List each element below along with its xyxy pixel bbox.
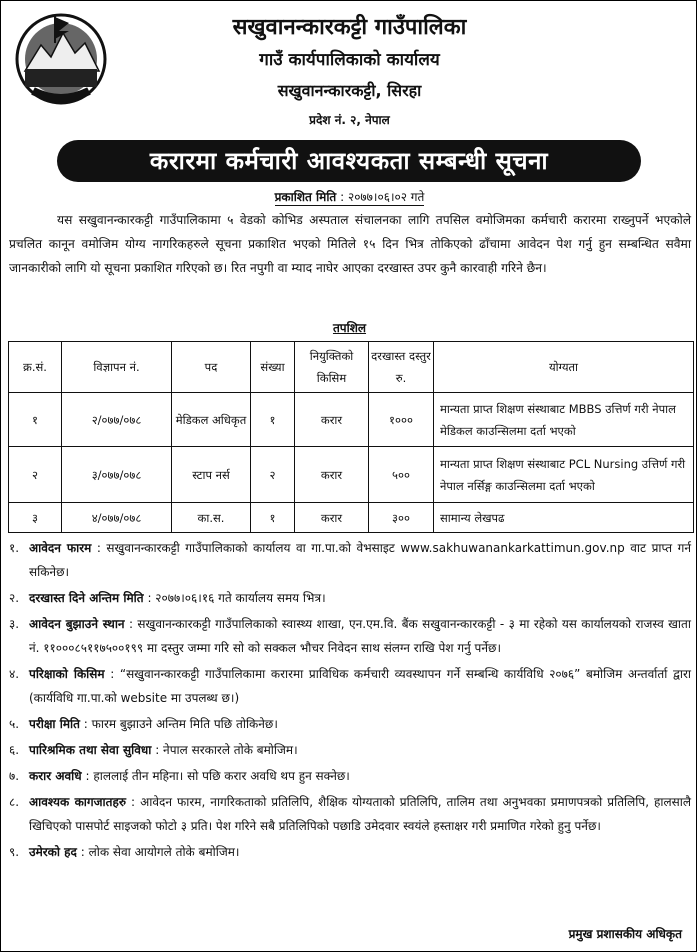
note-text: : हाललाई तीन महिना। सो पछि करार अवधि थप हुन सक्नेछ।: [85, 769, 350, 783]
col-header-sn: क्र.सं.: [9, 342, 62, 393]
note-label: परीक्षा मिति: [29, 717, 80, 731]
note-text: : लोक सेवा आयोगले तोके बमोजिम।: [80, 845, 240, 859]
cell-sn: १: [9, 393, 62, 447]
note-label: दरखास्त दिने अन्तिम मिति: [29, 591, 144, 605]
note-number: ५.: [9, 717, 20, 731]
published-date-label: प्रकाशित मिति: [274, 190, 337, 204]
note-number: ४.: [9, 667, 20, 681]
note-label: पारिश्रमिक तथा सेवा सुविधा: [29, 743, 152, 757]
cell-ad-no: ४/०७७/०७८: [62, 503, 172, 533]
cell-qualification: सामान्य लेखपढ: [434, 503, 694, 533]
note-item: [9, 790, 691, 838]
note-label: आवेदन फारम: [29, 541, 92, 555]
table-header-row: [9, 342, 694, 393]
notes-list: [9, 536, 691, 866]
note-number: २.: [9, 591, 20, 605]
cell-fee: १०००: [369, 393, 434, 447]
note-label: परिक्षाको किसिम: [29, 667, 105, 681]
cell-fee: ५००: [369, 447, 434, 503]
col-header-ad-no: विज्ञापन नं.: [62, 342, 172, 393]
note-item: [9, 764, 691, 788]
province-line: प्रदेश नं. २, नेपाल: [309, 113, 390, 127]
note-label: उमेरको हद: [29, 845, 77, 859]
note-label: आवेदन बुझाउने स्थान: [29, 617, 125, 631]
cell-post: का.स.: [172, 503, 251, 533]
cell-count: १: [251, 503, 295, 533]
note-text: : २०७७।०६।१६ गते कार्यालय समय भित्र।: [147, 591, 326, 605]
cell-type: करार: [295, 393, 369, 447]
note-text: : नेपाल सरकारले तोके बमोजिम।: [155, 743, 298, 757]
note-item: [9, 712, 691, 736]
note-text: : सखुवानन्कारकट्टी गाउँपालिकाको कार्यालय वा गा.पा.को वेभसाइट www.sakhuwanankarkattimun.gov.np वाट प्राप्त गर्न सकिनेछ।: [29, 541, 691, 579]
note-text: : “सखुवानन्कारकट्टी गाउँपालिकामा करारमा प्राविधिक कर्मचारी व्यवस्थापन गर्ने सम्बन्धि कार्यविधि २०७६” बमोजिम अन्तर्वार्ता द्वारा (कार्यविधि गा.पा.को website मा उपलब्ध छ।): [29, 667, 691, 705]
col-header-count: संख्या: [251, 342, 295, 393]
note-item: [9, 536, 691, 584]
cell-post: स्टाप नर्स: [172, 447, 251, 503]
col-header-post: पद: [172, 342, 251, 393]
signature-designation: प्रमुख प्रशासकीय अधिकृत: [568, 927, 682, 941]
note-number: ६.: [9, 743, 20, 757]
table-row: [9, 503, 694, 533]
office-name: गाउँ कार्यपालिकाको कार्यालय: [259, 50, 440, 70]
note-number: ३.: [9, 617, 20, 631]
cell-ad-no: २/०७७/०७८: [62, 393, 172, 447]
note-text: : सखुवानन्कारकट्टी गाउँपालिकाको स्वास्थ्य शाखा, एन.एम.वि. बैंक सखुवानन्कारकट्टी - ३ मा रहेको यस कार्यालयको राजस्व खाता नं. ११०००८५११७५००१९९ मा दस्तुर जम्मा गरि सो को सक्कल भौचर निवेदन साथ संलग्न राखि पेश गर्नु पर्नेछ।: [29, 617, 691, 655]
intro-paragraph: यस सखुवानन्कारकट्टी गाउँपालिकामा ५ वेडको कोभिड अस्पताल संचालनका लागि तपसिल वमोजिमका कर्मचारी करारमा राख्नुपर्ने भएकोले प्रचलित कानून वमोजिम योग्य नागरिकहरुले सूचना प्रकाशित भएको मितिले १५ दिन भित्र तोकिएको ढाँचामा आवेदन पेश गर्नु हुन सम्बन्धित सवैमा जानकारीको लागि यो सूचना प्रकाशित गरिएको छ। रित नपुगी वा म्याद नाघेर आएका दरखास्त उपर कुनै कारवाही गरिने छैन।: [9, 213, 691, 275]
note-text: : फारम बुझाउने अन्तिम मिति पछि तोकिनेछ।: [83, 717, 278, 731]
note-number: ९.: [9, 845, 20, 859]
cell-fee: ३००: [369, 503, 434, 533]
col-header-fee: दरखास्त दस्तुर रु.: [369, 342, 434, 393]
published-date: [1, 188, 697, 205]
note-label: करार अवधि: [29, 769, 82, 783]
vacancy-table: [8, 341, 694, 533]
cell-count: १: [251, 393, 295, 447]
note-item: [9, 662, 691, 710]
cell-type: करार: [295, 447, 369, 503]
col-header-qualification: योग्यता: [434, 342, 694, 393]
cell-type: करार: [295, 503, 369, 533]
note-item: [9, 612, 691, 660]
cell-qualification: मान्यता प्राप्त शिक्षण संस्थाबाट MBBS उत्तिर्ण गरी नेपाल मेडिकल काउन्सिलमा दर्ता भएको: [434, 393, 694, 447]
note-number: ७.: [9, 769, 20, 783]
table-title: तपशिल: [332, 321, 367, 335]
cell-ad-no: ३/०७७/०७८: [62, 447, 172, 503]
note-text: : आवेदन फारम, नागरिकताको प्रतिलिपि, शैक्षिक योग्यताको प्रतिलिपि, तालिम तथा अनुभवका प्रमाणपत्रको प्रतिलिपि, हालसालै खिचिएको पासपोर्ट साइजको फोटो ३ प्रति। पेश गरिने सबै प्रतिलिपिको पछाडि उमेदवार स्वयंले हस्ताक्षर गरी प्रमाणित गरेको हुनु पर्नेछ।: [29, 795, 691, 833]
note-item: [9, 840, 691, 864]
note-item: [9, 738, 691, 762]
cell-sn: ३: [9, 503, 62, 533]
note-number: ८.: [9, 795, 20, 809]
table-row: [9, 393, 694, 447]
cell-qualification: मान्यता प्राप्त शिक्षण संस्थाबाट PCL Nursing उत्तिर्ण गरी नेपाल नर्सिङ्ग काउन्सिलमा दर्ता भएको: [434, 447, 694, 503]
published-date-value: : २०७७।०६।०२ गते: [340, 190, 425, 204]
cell-post: मेडिकल अधिकृत: [172, 393, 251, 447]
table-row: [9, 447, 694, 503]
office-address: सखुवानन्कारकट्टी, सिरहा: [277, 81, 422, 100]
notice-banner: करारमा कर्मचारी आवश्यकता सम्बन्धी सूचना: [57, 140, 641, 182]
cell-count: २: [251, 447, 295, 503]
municipality-title: सखुवानन्कारकट्टी गाउँपालिका: [232, 15, 467, 40]
col-header-appointment-type: नियुक्तिको किसिम: [295, 342, 369, 393]
note-number: १.: [9, 541, 20, 555]
cell-sn: २: [9, 447, 62, 503]
note-label: आवश्यक कागजातहरु: [29, 795, 127, 809]
note-item: [9, 586, 691, 610]
